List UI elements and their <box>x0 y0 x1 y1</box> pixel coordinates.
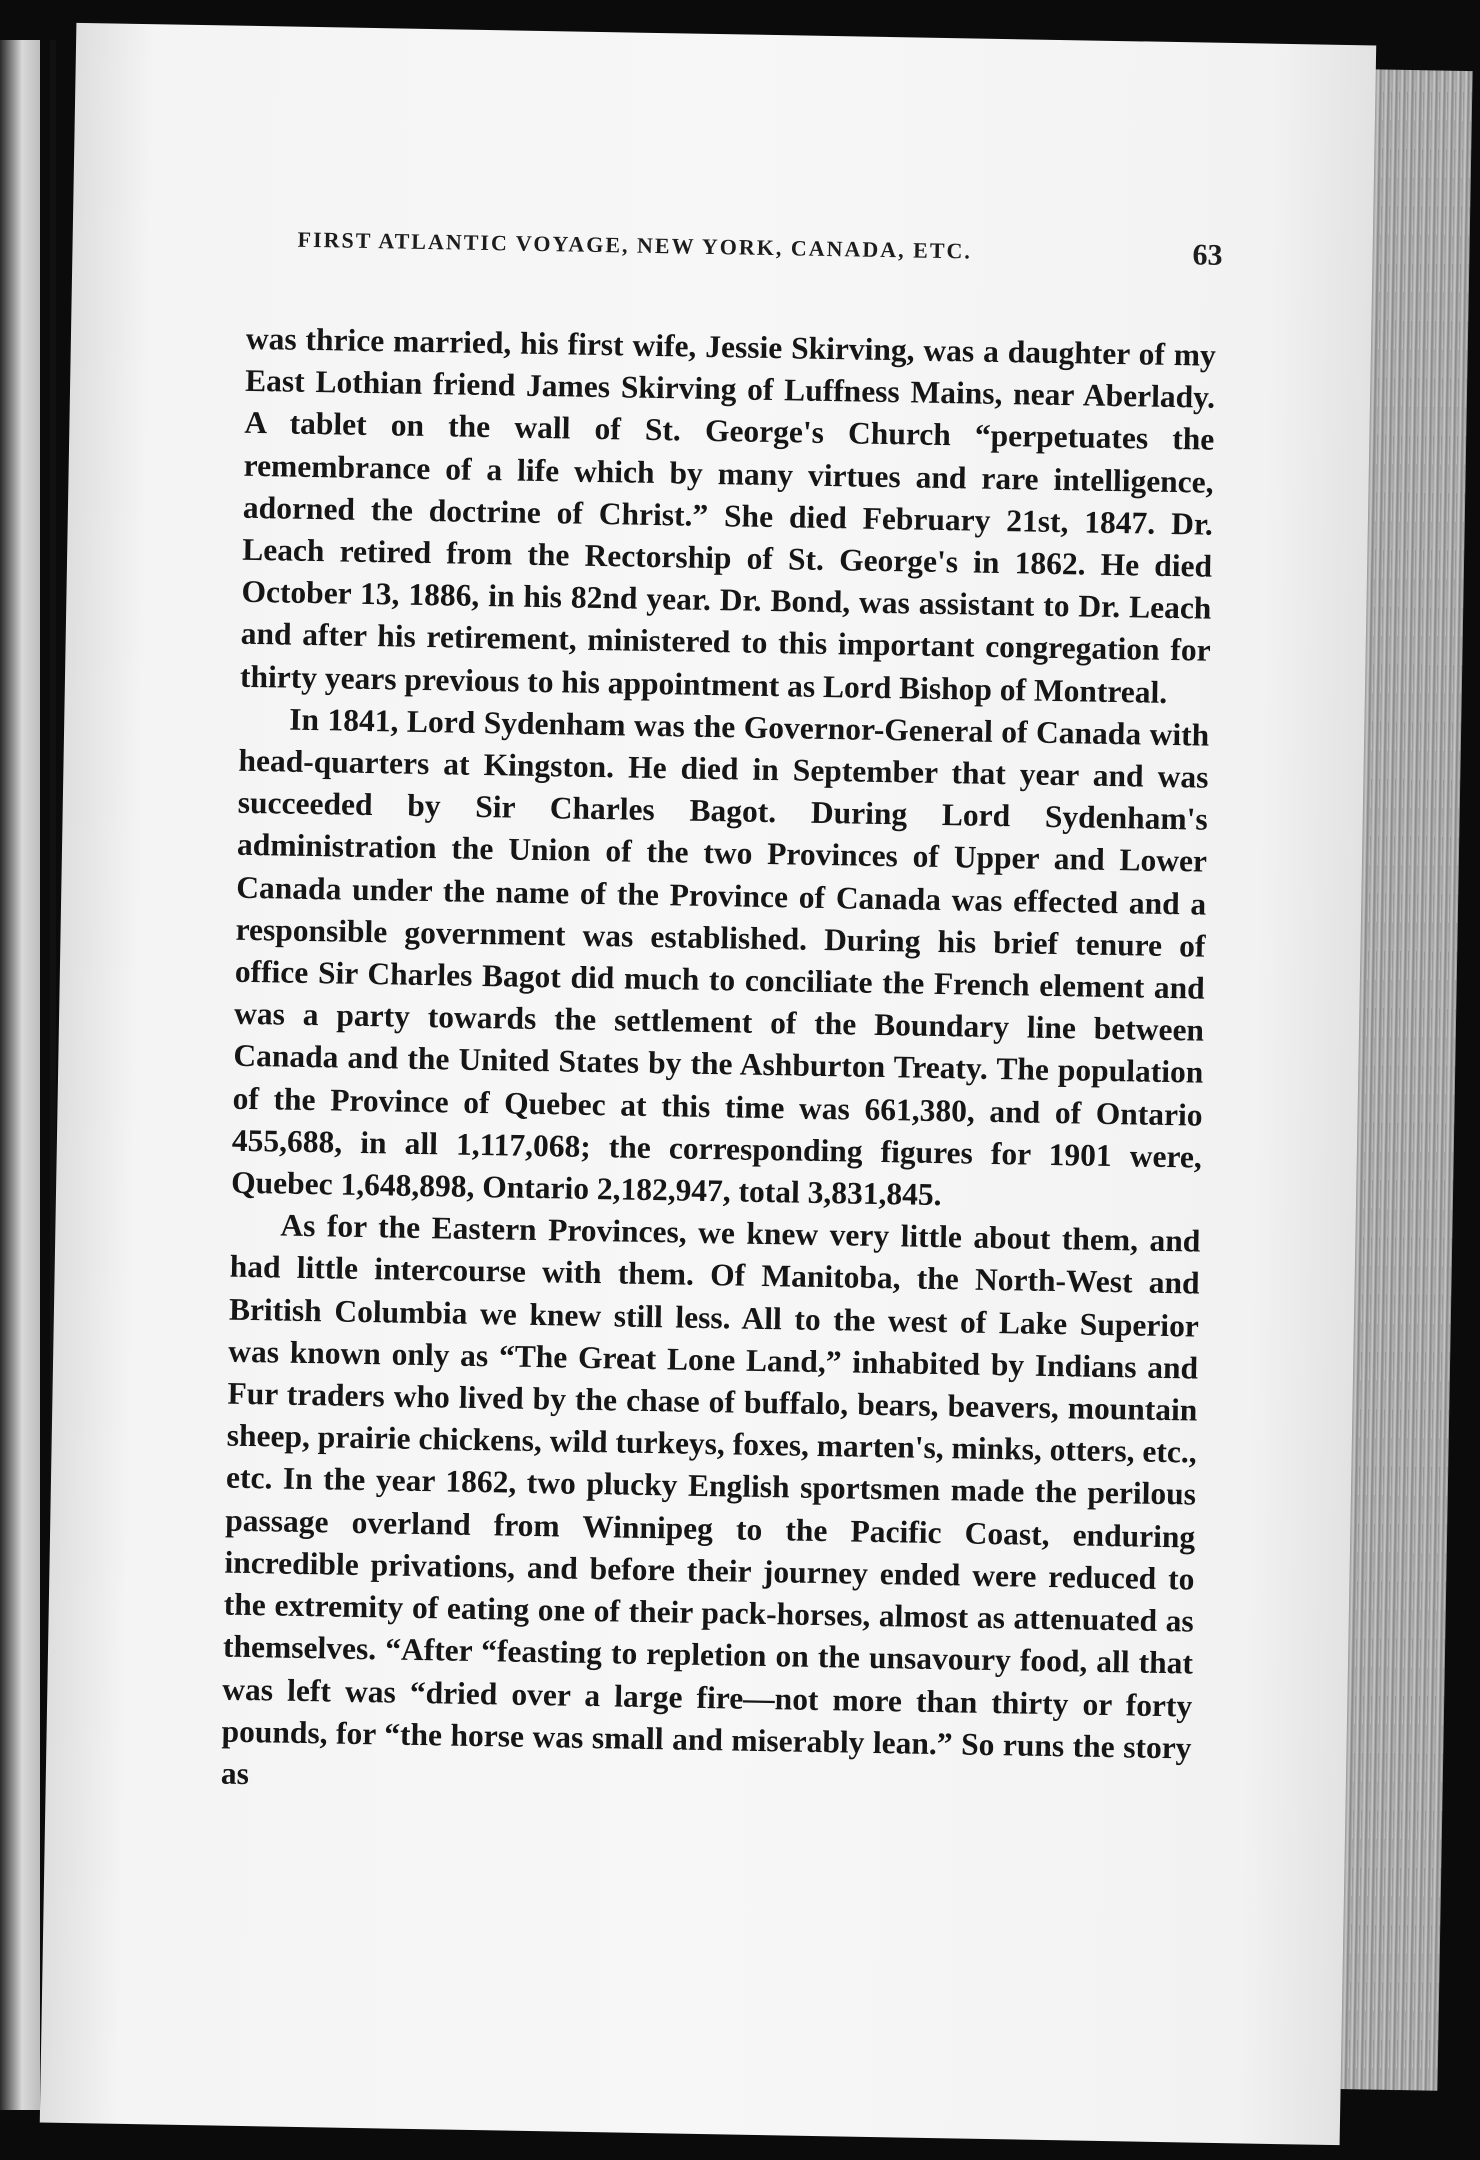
paragraph: As for the Eastern Provinces, we knew very little about them, and had little intercourse with them. Of Manitoba, the North-West and British Columbia we knew still less. All to the west of Lake Superior was known only as “The Great Lone Land,” inhabited by Indians and Fur traders who lived by the chase of buffalo, bears, beavers, mountain sheep, prairie chickens, wild turkeys, foxes, marten's, minks, otters, etc., etc. In the year 1862, two plucky English sportsmen made the perilous passage overland from Winnipeg to the Pacific Coast, enduring incredible privations, and before their journey ended were reduced to the extremity of eating one of their pack-horses, almost as attenuated as themselves. “After “feasting to repletion on the unsavoury food, all that was left was “dried over a large fire—not more than thirty or forty pounds, for “the horse was small and miserably lean.” So runs the story as <box>220 1207 1201 1791</box>
body-text <box>221 318 1217 1812</box>
paragraph: was thrice married, his first wife, Jessie Skirving, was a daughter of my East Lothian friend James Skirving of Luffness Mains, near Aberlady. A tablet on the wall of St. George's Church “perpetuates the remembrance of a life which by many virtues and rare intelligence, adorned the doctrine of Christ.” She died February 21st, 1847. Dr. Leach retired from the Rectorship of St. George's in 1862. He died October 13, 1886, in his 82nd year. Dr. Bond, was assistant to Dr. Leach and after his retirement, ministered to this important congregation for thirty years previous to his appointment as Lord Bishop of Montreal. <box>239 320 1217 710</box>
page-number: 63 <box>1192 238 1223 272</box>
running-title: FIRST ATLANTIC VOYAGE, NEW YORK, CANADA, ETC. <box>297 226 973 264</box>
previous-page-edge <box>0 40 40 2110</box>
paragraph: In 1841, Lord Sydenham was the Governor-General of Canada with head-quarters at Kingston. He died in September that year and was succeeded by Sir Charles Bagot. During Lord Sydenham's administration the Union of the two Provinces of Upper and Lower Canada under the name of the Province of Canada was effected and a responsible government was established. During his brief tenure of office Sir Charles Bagot did much to conciliate the French element and was a party towards the settlement of the Boundary line between Canada and the United States by the Ashburton Treaty. The population of the Province of Quebec at this time was 661,380, and of Ontario 455,688, in all 1,117,068; the corresponding figures for 1901 were, Quebec 1,648,898, Ontario 2,182,947, total 3,831,845. <box>230 701 1210 1213</box>
page-header <box>297 226 1223 272</box>
book-page <box>40 23 1376 2145</box>
